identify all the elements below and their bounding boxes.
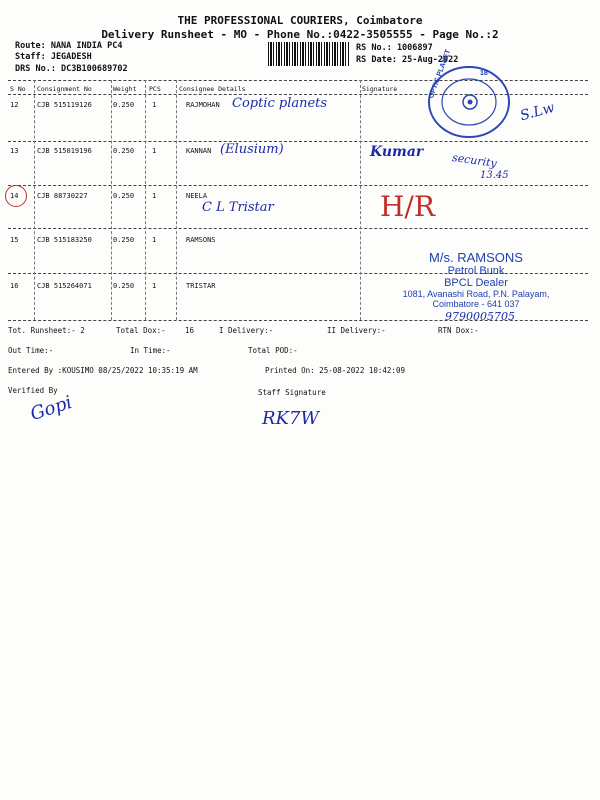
rtn-dox: RTN Dox:-: [438, 326, 479, 335]
ramsons-stamp: [390, 250, 562, 309]
row12-signature: S.Lw: [518, 99, 557, 125]
ramsons-line3: 1081, Avanashi Road, P.N. Palayam,: [402, 289, 550, 299]
ramsons-line1: Petrol Bunk: [447, 265, 505, 277]
rs-date: RS Date: 25-Aug-2022: [356, 55, 459, 65]
out-time: Out Time:-: [8, 346, 54, 355]
row-sno: 12: [10, 101, 19, 109]
row-consignee: KANNAN: [186, 147, 212, 155]
row-sno: 13: [10, 147, 19, 155]
row-pcs: 1: [152, 282, 157, 290]
route-label: Route: NANA INDIA PC4: [15, 41, 123, 51]
col-consignment: Consignment No: [37, 85, 92, 93]
ramsons-line4: Coimbatore - 641 037: [432, 299, 520, 309]
rs-number: RS No.: 1006897: [356, 43, 433, 53]
row-sno: 14: [10, 192, 19, 200]
total-dox-value: 16: [185, 326, 195, 335]
row-pcs: 1: [152, 236, 157, 244]
row-weight: 0.250: [113, 192, 135, 200]
barcode: [268, 42, 350, 66]
row-pcs: 1: [152, 192, 157, 200]
in-time: In Time:-: [130, 346, 171, 355]
ramsons-phone-note: 9790005705: [445, 310, 515, 323]
row-weight: 0.250: [113, 236, 135, 244]
optic-stamp-number: 18: [480, 70, 488, 77]
total-runsheet: Tot. Runsheet:- 2: [8, 326, 85, 335]
ramsons-name: M/s. RAMSONS: [429, 250, 523, 265]
row-consignment: CJB 515183250: [37, 236, 92, 244]
runsheet-subtitle: Delivery Runsheet - MO - Phone No.:0422-3505555 - Page No.:2: [101, 28, 499, 41]
col-pcs: PCS: [149, 85, 161, 93]
row-weight: 0.250: [113, 101, 135, 109]
ii-delivery: II Delivery:-: [327, 326, 386, 335]
row-consignment: CJB 88730227: [37, 192, 88, 200]
verified-signature: Gopi: [27, 391, 75, 426]
row-pcs: 1: [152, 101, 157, 109]
col-signature: Signature: [362, 85, 398, 93]
staff-signature: RK7W: [262, 408, 319, 429]
row13-security-note: security: [451, 150, 498, 171]
row-handwritten-note: (Elusium): [220, 142, 284, 157]
row-weight: 0.250: [113, 282, 135, 290]
col-consignee: Consignee Details: [179, 85, 246, 93]
drs-label: DRS No.: DC3B100689702: [15, 64, 128, 74]
runsheet-title: THE PROFESSIONAL COURIERS, Coimbatore: [177, 14, 423, 27]
total-dox-label: Total Dox:-: [116, 326, 166, 335]
staff-signature-label: Staff Signature: [258, 388, 326, 397]
col-weight: Weight: [113, 85, 137, 93]
row-sno: 15: [10, 236, 19, 244]
row-consignee: RAMSONS: [186, 236, 216, 244]
verified-by-label: Verified By: [8, 386, 58, 395]
row-weight: 0.250: [113, 147, 135, 155]
optic-planet-stamp: [426, 48, 512, 140]
ramsons-line2: BPCL Dealer: [444, 277, 508, 289]
row-handwritten-note: C L Tristar: [202, 200, 274, 215]
col-sno: S No: [10, 85, 26, 93]
row14-hr-mark: H/R: [380, 190, 435, 223]
row-consignment: CJB 515119126: [37, 101, 92, 109]
row-consignment: CJB 515019196: [37, 147, 92, 155]
row-consignee: RAJMOHAN: [186, 101, 220, 109]
entered-by: Entered By :KOUSIMO 08/25/2022 10:35:19 AM: [8, 366, 198, 375]
row13-signature: Kumar: [370, 144, 424, 160]
row-consignment: CJB 515264071: [37, 282, 92, 290]
printed-on: Printed On: 25-08-2022 10:42:09: [265, 366, 405, 375]
row-consignee: TRISTAR: [186, 282, 216, 290]
row-consignee: NEELA: [186, 192, 208, 200]
total-pod: Total POD:-: [248, 346, 298, 355]
row-pcs: 1: [152, 147, 157, 155]
row13-time-note: 13.45: [480, 170, 509, 181]
optic-stamp-text: OPTIC PLANET: [428, 48, 453, 100]
i-delivery: I Delivery:-: [219, 326, 274, 335]
row-sno: 16: [10, 282, 19, 290]
staff-label: Staff: JEGADESH: [15, 52, 92, 62]
row-handwritten-note: Coptic planets: [232, 96, 328, 111]
